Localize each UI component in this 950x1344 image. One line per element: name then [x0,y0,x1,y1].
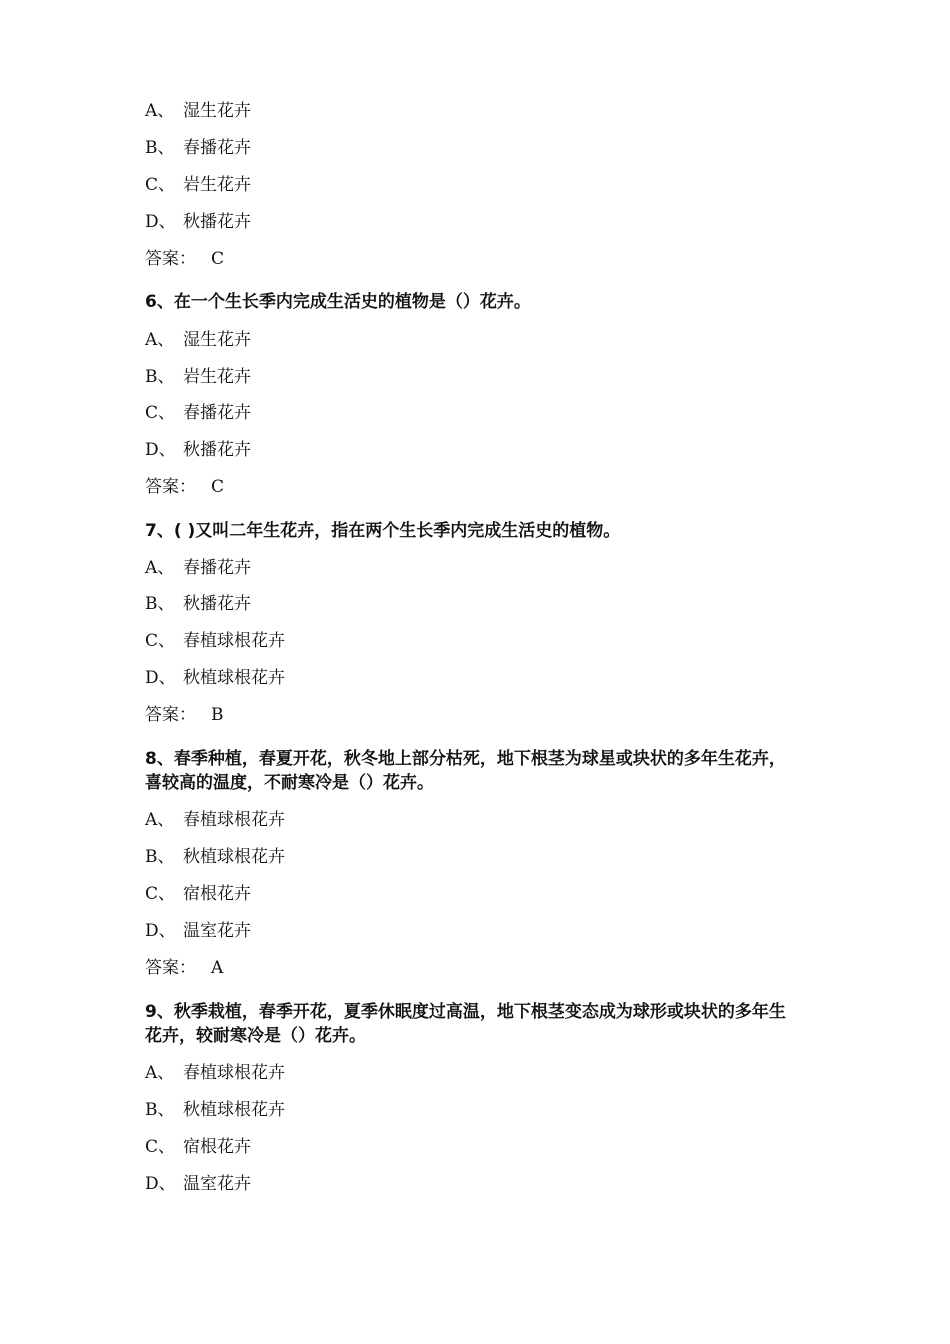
answer-label: 答案： [145,705,196,725]
option-text: 秋播花卉 [183,440,251,460]
option-letter: A、 [145,558,175,578]
option-letter: C、 [145,403,176,423]
option-text: 春植球根花卉 [183,1063,285,1083]
option-b [145,594,251,614]
option-text: 秋播花卉 [183,594,251,614]
option-b [145,847,285,867]
option-text: 温室花卉 [183,1174,251,1194]
option-text: 春播花卉 [183,558,251,578]
option-d [145,668,285,688]
answer-value: C [211,477,225,497]
option-text: 宿根花卉 [183,884,251,904]
option-d [145,212,251,232]
option-text: 春播花卉 [183,403,251,423]
option-letter: C、 [145,884,176,904]
option-letter: B、 [145,138,175,158]
option-letter: D、 [145,1174,176,1194]
answer-label: 答案： [145,249,196,269]
option-a [145,1063,285,1083]
option-letter: A、 [145,1063,175,1083]
option-text: 湿生花卉 [183,330,251,350]
question-6: 6、在一个生长季内完成生活史的植物是（）花卉。 [145,292,531,312]
option-text: 春植球根花卉 [183,631,285,651]
option-a [145,810,285,830]
option-text: 秋植球根花卉 [183,1100,285,1120]
option-letter: D、 [145,440,176,460]
option-text: 湿生花卉 [183,101,251,121]
option-text: 岩生花卉 [183,367,251,387]
option-b [145,367,251,387]
answer-value: B [211,705,224,725]
option-letter: B、 [145,594,175,614]
answer-label: 答案： [145,958,196,978]
option-c [145,884,251,904]
option-a [145,330,251,350]
option-text: 温室花卉 [183,921,251,941]
answer-value: A [211,958,224,978]
option-text: 春植球根花卉 [183,810,285,830]
option-text: 宿根花卉 [183,1137,251,1157]
option-d [145,440,251,460]
answer-label: 答案： [145,477,196,497]
question-9: 9、秋季栽植，春季开花，夏季休眠度过高温，地下根茎变态成为球形或块状的多年生花卉，较耐寒冷是（）花卉。 [145,1002,786,1046]
option-text: 秋播花卉 [183,212,251,232]
option-text: 岩生花卉 [183,175,251,195]
option-letter: A、 [145,101,175,121]
option-a [145,558,251,578]
answer-line [145,958,223,978]
option-c [145,631,285,651]
option-c [145,403,251,423]
option-c [145,175,251,195]
question-8: 8、春季种植，春夏开花，秋冬地上部分枯死，地下根茎为球星或块状的多年生花卉，喜较高的温度，不耐寒冷是（）花卉。 [145,749,786,793]
option-letter: B、 [145,847,175,867]
option-a [145,101,251,121]
option-letter: D、 [145,921,176,941]
option-c [145,1137,251,1157]
option-text: 秋植球根花卉 [183,668,285,688]
answer-line [145,705,224,725]
option-d [145,1174,251,1194]
option-letter: B、 [145,367,175,387]
answer-value: C [211,249,225,269]
answer-line [145,477,224,497]
option-text: 秋植球根花卉 [183,847,285,867]
option-letter: C、 [145,175,176,195]
option-b [145,138,251,158]
option-d [145,921,251,941]
answer-line [145,249,224,269]
option-letter: C、 [145,1137,176,1157]
option-letter: A、 [145,330,175,350]
option-letter: A、 [145,810,175,830]
option-letter: B、 [145,1100,175,1120]
question-7: 7、( )又叫二年生花卉，指在两个生长季内完成生活史的植物。 [145,521,621,541]
option-letter: C、 [145,631,176,651]
option-b [145,1100,285,1120]
option-letter: D、 [145,212,176,232]
option-letter: D、 [145,668,176,688]
option-text: 春播花卉 [183,138,251,158]
